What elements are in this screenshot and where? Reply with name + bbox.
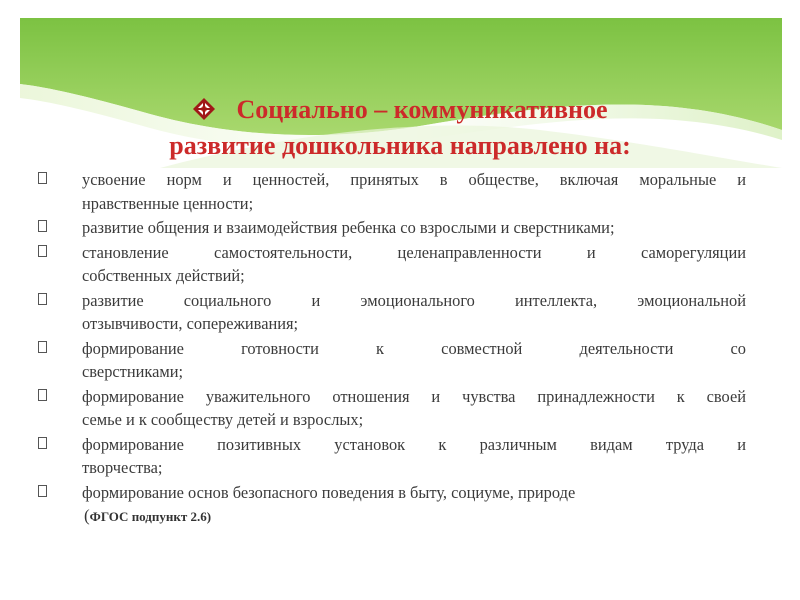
item-line-cont: сверстниками; <box>82 362 184 381</box>
item-line-cont: творчества; <box>82 458 163 477</box>
item-line-cont: семье и к сообществу детей и взрослых; <box>82 410 364 429</box>
bullet-box-icon <box>38 220 47 232</box>
item-line: формирование готовности к совместной деятельности со <box>82 338 746 358</box>
bullet-box-icon <box>38 485 47 497</box>
bullet-box-icon <box>38 245 47 257</box>
item-line: формирование позитивных установок к различным видам труда и <box>82 434 746 454</box>
list-item <box>38 385 746 432</box>
list-item <box>38 241 746 288</box>
item-line-cont: нравственные ценности; <box>82 193 254 213</box>
item-line: становление самостоятельности, целенаправленности и саморегуляции <box>82 242 746 262</box>
item-line-cont: отзывчивости, сопереживания; <box>82 314 299 333</box>
slide-title <box>0 92 800 164</box>
citation-text: ФГОС подпункт 2.6) <box>89 509 212 524</box>
list-item <box>38 337 746 384</box>
item-line: формирование уважительного отношения и чувства принадлежности к своей <box>82 386 746 406</box>
ornament-diamond-icon <box>192 95 216 119</box>
bullet-box-icon <box>38 293 47 305</box>
item-line: усвоение норм и ценностей, принятых в обществе, включая моральные и <box>82 170 746 189</box>
list-item <box>38 433 746 480</box>
bullet-box-icon <box>38 389 47 401</box>
list-item <box>38 481 746 505</box>
item-line: формирование основ безопасного поведения в быту, социуме, природе <box>82 482 576 502</box>
bullet-list <box>38 168 746 505</box>
title-line-2: развитие дошкольника направлено на: <box>169 131 631 160</box>
bullet-box-icon <box>38 172 47 184</box>
title-line-1: Социально – коммуникативное <box>236 95 608 124</box>
list-item <box>38 168 746 215</box>
item-line-cont: собственных действий; <box>82 266 245 285</box>
bullet-box-icon <box>38 341 47 353</box>
list-item <box>38 289 746 336</box>
bullet-box-icon <box>38 437 47 449</box>
item-line: развитие социального и эмоционального интеллекта, эмоциональной <box>82 290 746 310</box>
fgos-citation <box>84 506 211 526</box>
citation-open-paren: ( <box>84 506 90 525</box>
item-line: развитие общения и взаимодействия ребенка со взрослыми и сверстниками; <box>82 218 615 237</box>
list-item <box>38 216 746 240</box>
